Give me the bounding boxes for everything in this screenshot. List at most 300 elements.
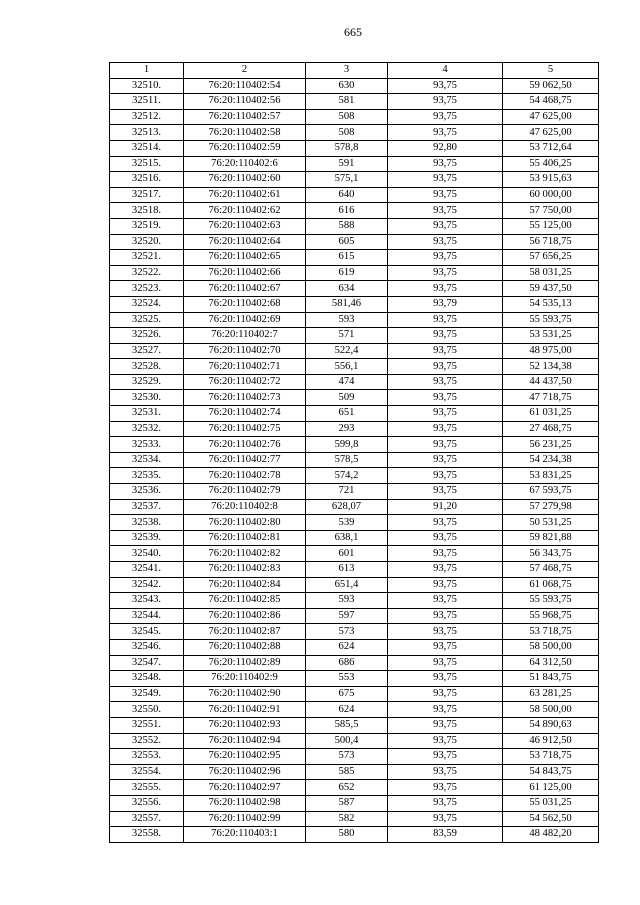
value-cell: 60 000,00 [503,187,599,203]
area-cell: 509 [306,390,388,406]
row-number-cell: 32519. [110,218,184,234]
rate-cell: 93,75 [388,624,503,640]
row-number-cell: 32548. [110,671,184,687]
cadastral-number-cell: 76:20:110402:84 [184,577,306,593]
value-cell: 67 593,75 [503,484,599,500]
area-cell: 615 [306,250,388,266]
cadastral-number-cell: 76:20:110402:95 [184,749,306,765]
area-cell: 293 [306,421,388,437]
row-number-cell: 32530. [110,390,184,406]
column-header-5: 5 [503,63,599,79]
cadastral-number-cell: 76:20:110402:94 [184,733,306,749]
cadastral-number-cell: 76:20:110402:61 [184,187,306,203]
row-number-cell: 32547. [110,655,184,671]
row-number-cell: 32541. [110,562,184,578]
table-row [110,156,599,172]
rate-cell: 93,75 [388,452,503,468]
rate-cell: 93,75 [388,671,503,687]
rate-cell: 93,75 [388,639,503,655]
area-cell: 571 [306,328,388,344]
area-cell: 630 [306,78,388,94]
value-cell: 54 234,38 [503,452,599,468]
value-cell: 47 625,00 [503,109,599,125]
table-row [110,234,599,250]
value-cell: 63 281,25 [503,686,599,702]
area-cell: 597 [306,608,388,624]
value-cell: 57 468,75 [503,562,599,578]
row-number-cell: 32532. [110,421,184,437]
row-number-cell: 32516. [110,172,184,188]
row-number-cell: 32517. [110,187,184,203]
area-cell: 508 [306,125,388,141]
area-cell: 585,5 [306,717,388,733]
area-cell: 616 [306,203,388,219]
column-header-1: 1 [110,63,184,79]
cadastral-number-cell: 76:20:110403:1 [184,827,306,843]
table-row [110,530,599,546]
area-cell: 587 [306,795,388,811]
table-row [110,406,599,422]
rate-cell: 93,75 [388,94,503,110]
cadastral-number-cell: 76:20:110402:82 [184,546,306,562]
table-row [110,374,599,390]
value-cell: 51 843,75 [503,671,599,687]
area-cell: 578,8 [306,140,388,156]
value-cell: 55 031,25 [503,795,599,811]
rate-cell: 93,75 [388,281,503,297]
area-cell: 619 [306,265,388,281]
table-row [110,686,599,702]
area-cell: 591 [306,156,388,172]
rate-cell: 93,75 [388,546,503,562]
rate-cell: 93,75 [388,172,503,188]
value-cell: 53 915,63 [503,172,599,188]
row-number-cell: 32528. [110,359,184,375]
rate-cell: 93,75 [388,187,503,203]
rate-cell: 93,75 [388,234,503,250]
table-row [110,811,599,827]
table-row [110,780,599,796]
cadastral-number-cell: 76:20:110402:80 [184,515,306,531]
rate-cell: 93,75 [388,608,503,624]
row-number-cell: 32540. [110,546,184,562]
table-row [110,125,599,141]
row-number-cell: 32534. [110,452,184,468]
row-number-cell: 32544. [110,608,184,624]
rate-cell: 93,75 [388,125,503,141]
rate-cell: 93,75 [388,421,503,437]
value-cell: 48 975,00 [503,343,599,359]
value-cell: 61 068,75 [503,577,599,593]
cadastral-value-table [109,62,599,843]
row-number-cell: 32536. [110,484,184,500]
rate-cell: 93,75 [388,156,503,172]
value-cell: 55 593,75 [503,593,599,609]
rate-cell: 93,75 [388,78,503,94]
cadastral-number-cell: 76:20:110402:73 [184,390,306,406]
cadastral-number-cell: 76:20:110402:70 [184,343,306,359]
area-cell: 634 [306,281,388,297]
value-cell: 53 531,25 [503,328,599,344]
value-cell: 55 593,75 [503,312,599,328]
row-number-cell: 32525. [110,312,184,328]
area-cell: 553 [306,671,388,687]
area-cell: 500,4 [306,733,388,749]
area-cell: 624 [306,639,388,655]
value-cell: 55 406,25 [503,156,599,172]
cadastral-number-cell: 76:20:110402:97 [184,780,306,796]
table-row [110,359,599,375]
table-row [110,733,599,749]
value-cell: 50 531,25 [503,515,599,531]
area-cell: 593 [306,312,388,328]
value-cell: 54 468,75 [503,94,599,110]
cadastral-number-cell: 76:20:110402:91 [184,702,306,718]
cadastral-number-cell: 76:20:110402:65 [184,250,306,266]
value-cell: 44 437,50 [503,374,599,390]
cadastral-number-cell: 76:20:110402:7 [184,328,306,344]
value-cell: 61 031,25 [503,406,599,422]
rate-cell: 93,79 [388,296,503,312]
area-cell: 585 [306,764,388,780]
rate-cell: 93,75 [388,530,503,546]
table-row [110,671,599,687]
area-cell: 508 [306,109,388,125]
area-cell: 601 [306,546,388,562]
value-cell: 59 437,50 [503,281,599,297]
value-cell: 57 279,98 [503,499,599,515]
cadastral-number-cell: 76:20:110402:64 [184,234,306,250]
cadastral-number-cell: 76:20:110402:58 [184,125,306,141]
rate-cell: 93,75 [388,593,503,609]
row-number-cell: 32545. [110,624,184,640]
table-row [110,109,599,125]
cadastral-number-cell: 76:20:110402:81 [184,530,306,546]
cadastral-number-cell: 76:20:110402:67 [184,281,306,297]
rate-cell: 83,59 [388,827,503,843]
area-cell: 613 [306,562,388,578]
value-cell: 53 712,64 [503,140,599,156]
value-cell: 55 125,00 [503,218,599,234]
rate-cell: 91,20 [388,499,503,515]
row-number-cell: 32556. [110,795,184,811]
area-cell: 580 [306,827,388,843]
rate-cell: 93,75 [388,764,503,780]
area-cell: 556,1 [306,359,388,375]
rate-cell: 93,75 [388,577,503,593]
rate-cell: 93,75 [388,250,503,266]
cadastral-number-cell: 76:20:110402:72 [184,374,306,390]
cadastral-number-cell: 76:20:110402:75 [184,421,306,437]
rate-cell: 93,75 [388,374,503,390]
area-cell: 640 [306,187,388,203]
cadastral-number-cell: 76:20:110402:6 [184,156,306,172]
rate-cell: 93,75 [388,359,503,375]
cadastral-number-cell: 76:20:110402:56 [184,94,306,110]
value-cell: 54 843,75 [503,764,599,780]
rate-cell: 93,75 [388,218,503,234]
row-number-cell: 32549. [110,686,184,702]
rate-cell: 93,75 [388,468,503,484]
cadastral-number-cell: 76:20:110402:77 [184,452,306,468]
area-cell: 539 [306,515,388,531]
table-row [110,468,599,484]
table-row [110,328,599,344]
rate-cell: 93,75 [388,780,503,796]
value-cell: 59 821,88 [503,530,599,546]
value-cell: 46 912,50 [503,733,599,749]
table-row [110,94,599,110]
table-body [110,78,599,842]
cadastral-number-cell: 76:20:110402:86 [184,608,306,624]
cadastral-number-cell: 76:20:110402:90 [184,686,306,702]
table-row [110,484,599,500]
cadastral-number-cell: 76:20:110402:93 [184,717,306,733]
table-row [110,281,599,297]
table-row [110,546,599,562]
area-cell: 581,46 [306,296,388,312]
area-cell: 652 [306,780,388,796]
cadastral-number-cell: 76:20:110402:87 [184,624,306,640]
row-number-cell: 32551. [110,717,184,733]
rate-cell: 93,75 [388,811,503,827]
row-number-cell: 32554. [110,764,184,780]
value-cell: 57 656,25 [503,250,599,266]
value-cell: 53 831,25 [503,468,599,484]
row-number-cell: 32515. [110,156,184,172]
table-row [110,390,599,406]
table-row [110,655,599,671]
area-cell: 721 [306,484,388,500]
area-cell: 575,1 [306,172,388,188]
cadastral-number-cell: 76:20:110402:88 [184,639,306,655]
cadastral-number-cell: 76:20:110402:60 [184,172,306,188]
table-row [110,421,599,437]
table-row [110,608,599,624]
row-number-cell: 32557. [110,811,184,827]
rate-cell: 93,75 [388,562,503,578]
cadastral-number-cell: 76:20:110402:85 [184,593,306,609]
row-number-cell: 32526. [110,328,184,344]
area-cell: 686 [306,655,388,671]
table-row [110,717,599,733]
table-row [110,437,599,453]
rate-cell: 93,75 [388,702,503,718]
rate-cell: 93,75 [388,343,503,359]
cadastral-number-cell: 76:20:110402:89 [184,655,306,671]
area-cell: 573 [306,749,388,765]
value-cell: 52 134,38 [503,359,599,375]
row-number-cell: 32552. [110,733,184,749]
table-row [110,218,599,234]
row-number-cell: 32555. [110,780,184,796]
row-number-cell: 32535. [110,468,184,484]
table-row [110,172,599,188]
value-cell: 56 343,75 [503,546,599,562]
area-cell: 581 [306,94,388,110]
rate-cell: 93,75 [388,515,503,531]
column-header-4: 4 [388,63,503,79]
table-row [110,296,599,312]
rate-cell: 93,75 [388,312,503,328]
area-cell: 628,07 [306,499,388,515]
row-number-cell: 32518. [110,203,184,219]
value-cell: 27 468,75 [503,421,599,437]
row-number-cell: 32512. [110,109,184,125]
area-cell: 578,5 [306,452,388,468]
table-row [110,78,599,94]
rate-cell: 93,75 [388,109,503,125]
row-number-cell: 32531. [110,406,184,422]
area-cell: 522,4 [306,343,388,359]
cadastral-number-cell: 76:20:110402:57 [184,109,306,125]
cadastral-number-cell: 76:20:110402:78 [184,468,306,484]
area-cell: 638,1 [306,530,388,546]
row-number-cell: 32538. [110,515,184,531]
row-number-cell: 32511. [110,94,184,110]
cadastral-number-cell: 76:20:110402:99 [184,811,306,827]
table-row [110,562,599,578]
area-cell: 474 [306,374,388,390]
rate-cell: 93,75 [388,733,503,749]
area-cell: 605 [306,234,388,250]
table-row [110,187,599,203]
area-cell: 675 [306,686,388,702]
rate-cell: 93,75 [388,655,503,671]
cadastral-number-cell: 76:20:110402:98 [184,795,306,811]
cadastral-number-cell: 76:20:110402:59 [184,140,306,156]
row-number-cell: 32542. [110,577,184,593]
cadastral-number-cell: 76:20:110402:71 [184,359,306,375]
value-cell: 54 890,63 [503,717,599,733]
value-cell: 64 312,50 [503,655,599,671]
rate-cell: 93,75 [388,328,503,344]
rate-cell: 93,75 [388,484,503,500]
cadastral-number-cell: 76:20:110402:9 [184,671,306,687]
table-row [110,265,599,281]
table-row [110,749,599,765]
row-number-cell: 32558. [110,827,184,843]
value-cell: 48 482,20 [503,827,599,843]
rate-cell: 93,75 [388,390,503,406]
area-cell: 593 [306,593,388,609]
column-number-header-row [110,63,599,79]
cadastral-number-cell: 76:20:110402:74 [184,406,306,422]
rate-cell: 93,75 [388,717,503,733]
table-row [110,250,599,266]
cadastral-number-cell: 76:20:110402:66 [184,265,306,281]
value-cell: 56 718,75 [503,234,599,250]
value-cell: 47 625,00 [503,125,599,141]
table-row [110,795,599,811]
value-cell: 58 031,25 [503,265,599,281]
value-cell: 61 125,00 [503,780,599,796]
row-number-cell: 32527. [110,343,184,359]
rate-cell: 93,75 [388,795,503,811]
area-cell: 582 [306,811,388,827]
row-number-cell: 32522. [110,265,184,281]
value-cell: 47 718,75 [503,390,599,406]
row-number-cell: 32553. [110,749,184,765]
rate-cell: 93,75 [388,686,503,702]
table-row [110,343,599,359]
column-header-2: 2 [184,63,306,79]
value-cell: 54 535,13 [503,296,599,312]
table-row [110,577,599,593]
table-row [110,140,599,156]
area-cell: 651,4 [306,577,388,593]
table-row [110,515,599,531]
row-number-cell: 32520. [110,234,184,250]
cadastral-number-cell: 76:20:110402:63 [184,218,306,234]
value-cell: 57 750,00 [503,203,599,219]
row-number-cell: 32523. [110,281,184,297]
row-number-cell: 32543. [110,593,184,609]
table-row [110,593,599,609]
row-number-cell: 32513. [110,125,184,141]
rate-cell: 93,75 [388,265,503,281]
cadastral-number-cell: 76:20:110402:76 [184,437,306,453]
area-cell: 599,8 [306,437,388,453]
table-row [110,624,599,640]
row-number-cell: 32510. [110,78,184,94]
cadastral-number-cell: 76:20:110402:54 [184,78,306,94]
value-cell: 59 062,50 [503,78,599,94]
page-number: 665 [344,25,362,39]
rate-cell: 93,75 [388,203,503,219]
row-number-cell: 32550. [110,702,184,718]
row-number-cell: 32537. [110,499,184,515]
area-cell: 651 [306,406,388,422]
cadastral-number-cell: 76:20:110402:83 [184,562,306,578]
row-number-cell: 32546. [110,639,184,655]
table-row [110,312,599,328]
area-cell: 624 [306,702,388,718]
value-cell: 53 718,75 [503,624,599,640]
value-cell: 54 562,50 [503,811,599,827]
cadastral-number-cell: 76:20:110402:79 [184,484,306,500]
row-number-cell: 32521. [110,250,184,266]
table-row [110,827,599,843]
value-cell: 58 500,00 [503,639,599,655]
row-number-cell: 32529. [110,374,184,390]
rate-cell: 93,75 [388,749,503,765]
area-cell: 574,2 [306,468,388,484]
value-cell: 55 968,75 [503,608,599,624]
rate-cell: 93,75 [388,437,503,453]
row-number-cell: 32539. [110,530,184,546]
cadastral-number-cell: 76:20:110402:96 [184,764,306,780]
rate-cell: 93,75 [388,406,503,422]
table-row [110,764,599,780]
row-number-cell: 32524. [110,296,184,312]
table-row [110,499,599,515]
cadastral-number-cell: 76:20:110402:69 [184,312,306,328]
cadastral-number-cell: 76:20:110402:8 [184,499,306,515]
table-row [110,452,599,468]
row-number-cell: 32533. [110,437,184,453]
column-header-3: 3 [306,63,388,79]
value-cell: 58 500,00 [503,702,599,718]
row-number-cell: 32514. [110,140,184,156]
cadastral-number-cell: 76:20:110402:68 [184,296,306,312]
value-cell: 56 231,25 [503,437,599,453]
value-cell: 53 718,75 [503,749,599,765]
area-cell: 573 [306,624,388,640]
rate-cell: 92,80 [388,140,503,156]
table-row [110,702,599,718]
table-row [110,203,599,219]
